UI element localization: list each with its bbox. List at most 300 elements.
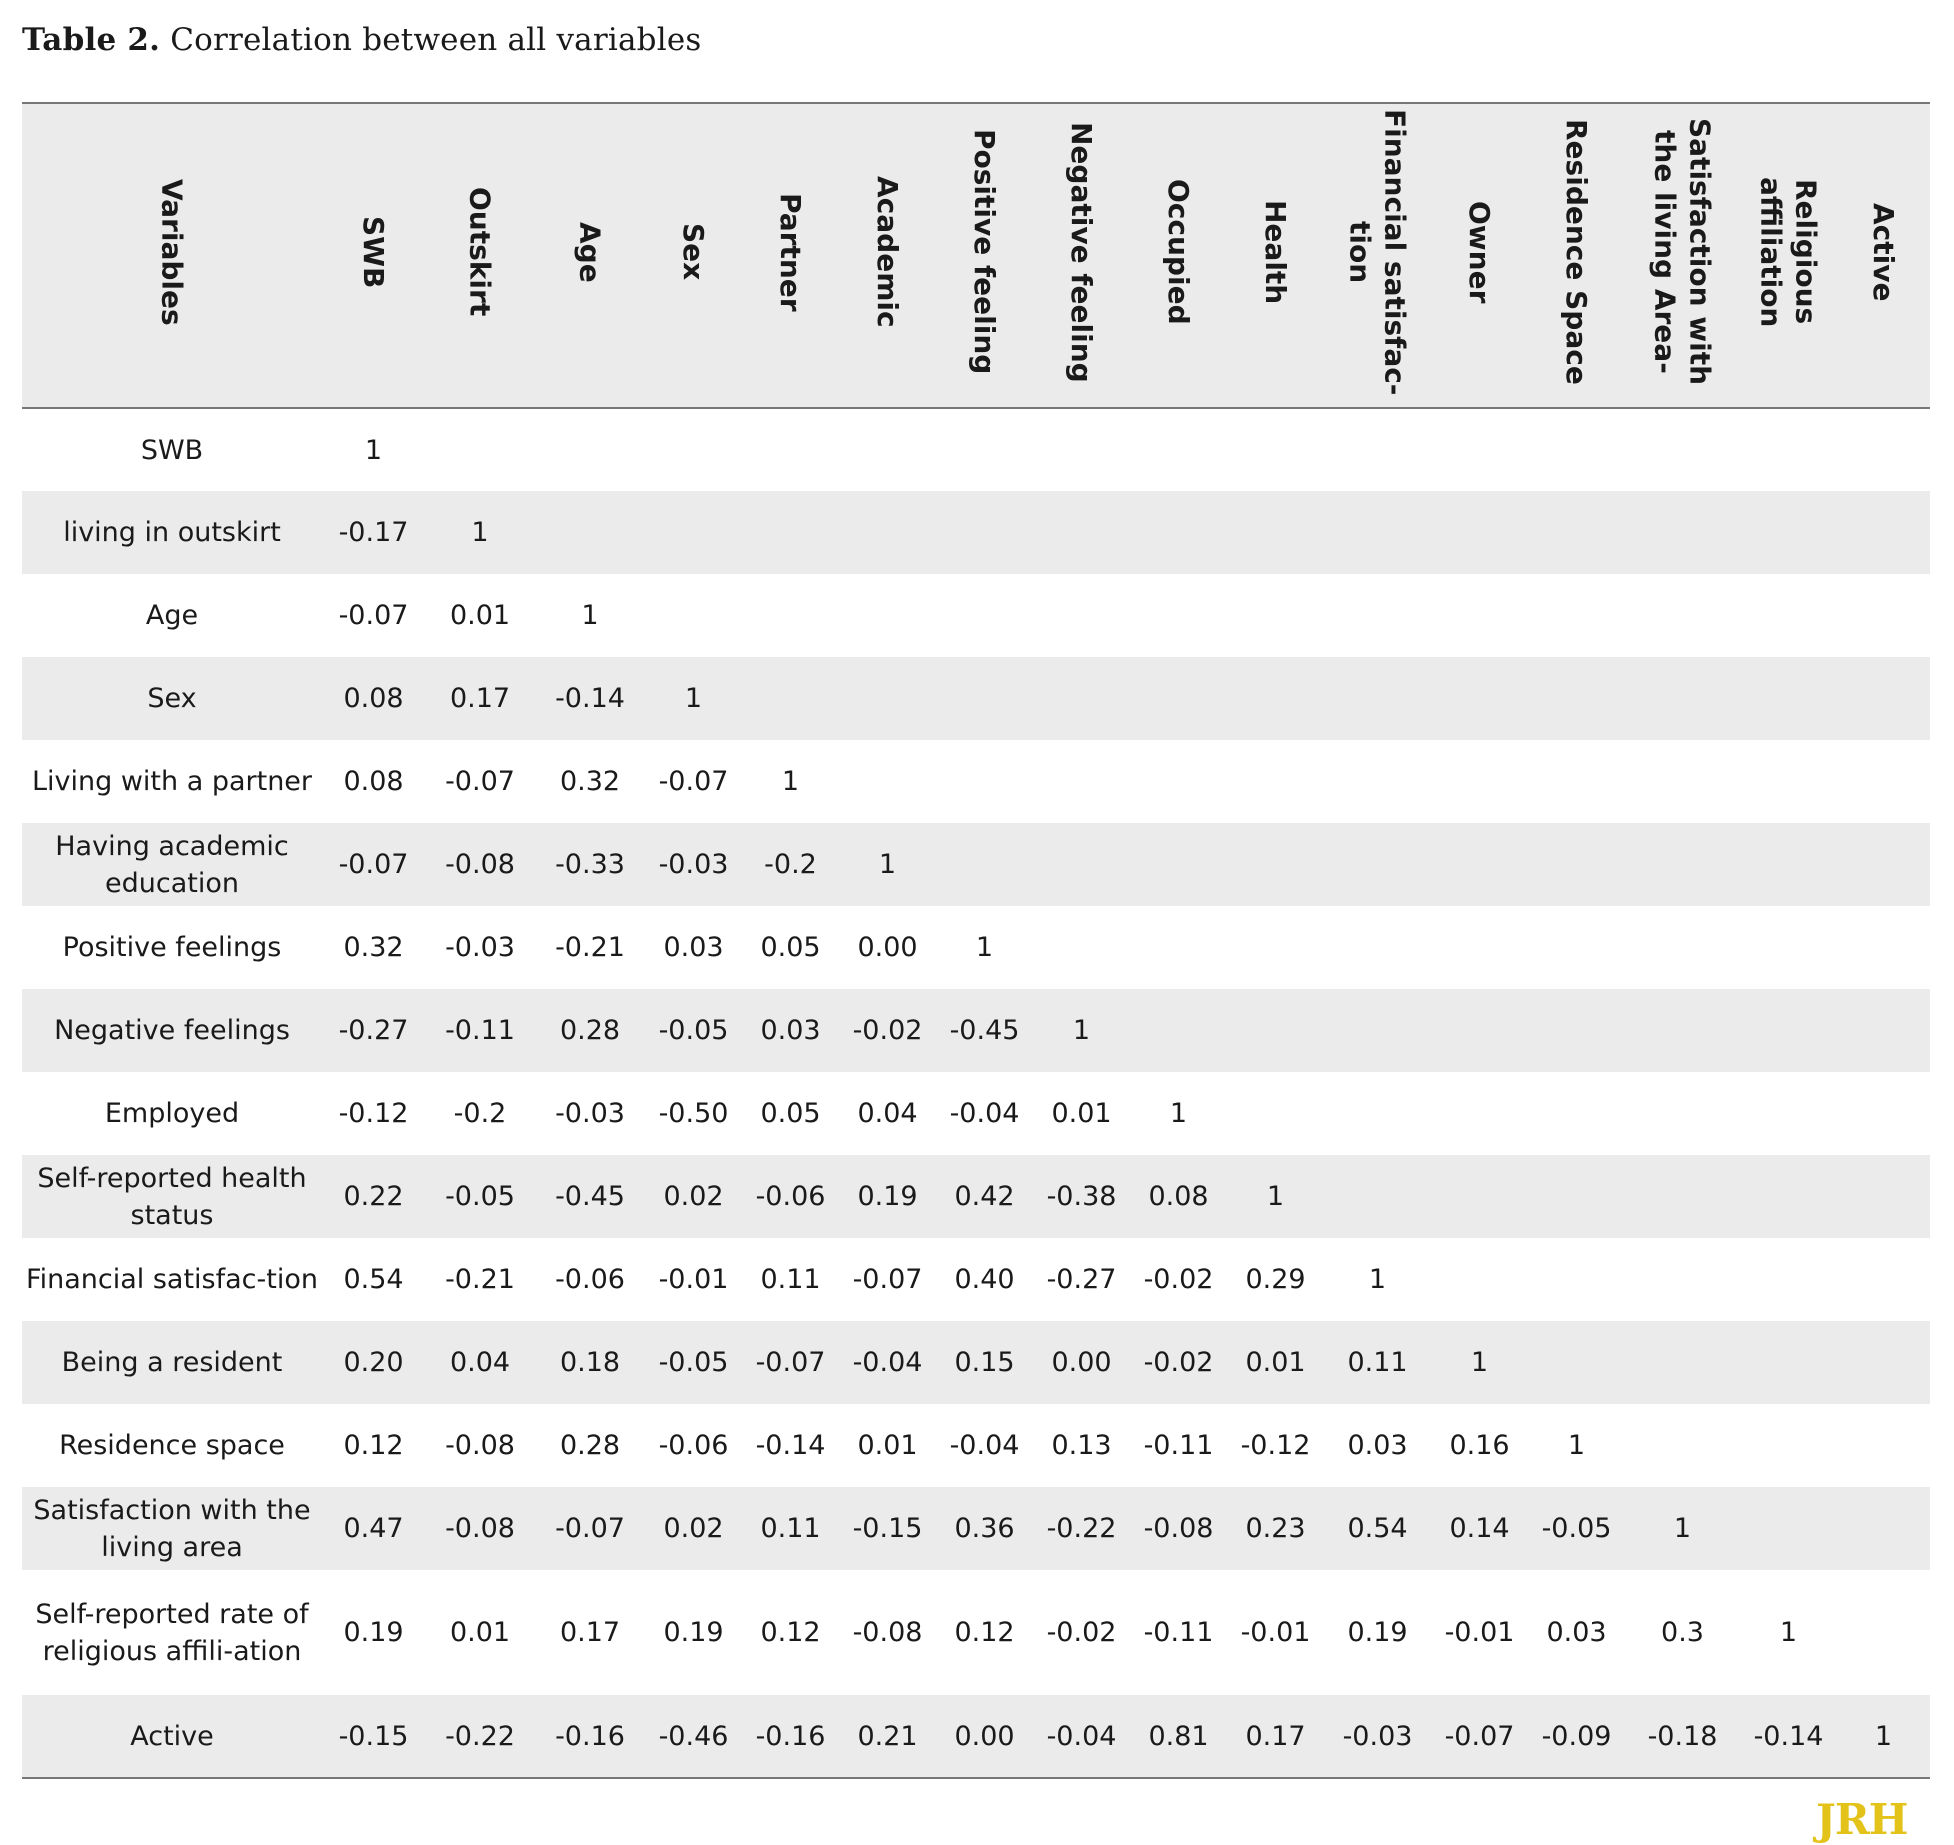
table-row — [22, 574, 1930, 657]
table-cell — [1837, 574, 1930, 657]
header-label: Satisfaction with the living Area- — [1648, 118, 1717, 386]
table-cell — [1431, 823, 1528, 906]
table-cell: -0.17 — [322, 491, 425, 574]
table-cell — [1324, 1072, 1431, 1155]
table-cell — [1740, 1155, 1837, 1238]
header-label: Outskirt — [463, 187, 497, 317]
row-label: Age — [145, 600, 199, 631]
table-cell — [1431, 657, 1528, 740]
table-cell — [1130, 491, 1227, 574]
table-cell — [1033, 574, 1130, 657]
table-cell — [936, 408, 1033, 491]
table-cell: 0.19 — [343, 1617, 404, 1648]
table-cell: -0.38 — [1033, 1155, 1130, 1238]
table-cell: -0.04 — [949, 1098, 1020, 1129]
table-cell — [839, 740, 936, 823]
table-row — [22, 1155, 1930, 1238]
table-cell — [1431, 408, 1528, 491]
table-cell — [1227, 657, 1324, 740]
table-cell: 0.42 — [936, 1155, 1033, 1238]
table-cell: 0.28 — [559, 1430, 621, 1461]
table-cell: 0.19 — [663, 1617, 724, 1648]
table-cell: -0.05 — [645, 1321, 742, 1404]
header-column — [645, 103, 742, 408]
table-row — [22, 1238, 1930, 1321]
table-cell — [1227, 574, 1324, 657]
table-cell — [742, 491, 839, 574]
table-cell: -0.2 — [453, 1098, 507, 1129]
header-variables — [22, 103, 322, 408]
table-cell: 0.54 — [343, 1264, 404, 1295]
table-cell — [1324, 906, 1431, 989]
table-row — [22, 1695, 1930, 1778]
table-cell: -0.16 — [742, 1695, 839, 1778]
table-cell: 0.3 — [1661, 1617, 1704, 1648]
header-label: Occupied — [1162, 179, 1195, 325]
table-cell — [1431, 740, 1528, 823]
table-cell: -0.07 — [322, 823, 425, 906]
table-cell — [1837, 1155, 1930, 1238]
table-cell: 0.00 — [936, 1695, 1033, 1778]
header-label: Variables — [155, 178, 189, 326]
table-cell: -0.05 — [1528, 1487, 1625, 1570]
table-cell: -0.01 — [1444, 1617, 1515, 1648]
table-cell — [1324, 740, 1431, 823]
table-cell: -0.27 — [322, 989, 425, 1072]
table-cell — [1528, 1321, 1625, 1404]
row-label: Employed — [104, 1098, 240, 1129]
table-cell: 0.17 — [1227, 1695, 1324, 1778]
correlation-table — [22, 102, 1930, 1779]
header-label: Active — [1867, 202, 1900, 302]
table-cell: -0.15 — [322, 1695, 425, 1778]
table-cell: 1 — [1368, 1264, 1387, 1295]
table-cell: 0.02 — [645, 1155, 742, 1238]
table-cell — [1130, 408, 1227, 491]
table-cell — [936, 574, 1033, 657]
header-column — [1528, 103, 1625, 408]
table-cell: 0.19 — [839, 1155, 936, 1238]
table-cell: -0.22 — [1033, 1487, 1130, 1570]
jrh-logo: JRH — [1816, 1795, 1908, 1844]
table-cell — [936, 657, 1033, 740]
table-cell: -0.06 — [742, 1155, 839, 1238]
table-cell — [1837, 408, 1930, 491]
table-cell — [425, 408, 535, 491]
table-cell — [1625, 989, 1740, 1072]
row-label: living in outskirt — [22, 491, 322, 574]
table-cell — [839, 657, 936, 740]
table-cell: -0.02 — [839, 989, 936, 1072]
table-cell: 0.11 — [1324, 1321, 1431, 1404]
table-cell — [1528, 408, 1625, 491]
table-cell — [1528, 906, 1625, 989]
table-cell — [1837, 657, 1930, 740]
table-caption-label: Table 2. — [22, 22, 161, 58]
table-cell: 0.01 — [449, 1617, 511, 1648]
table-cell: -0.08 — [425, 823, 535, 906]
table-cell: -0.45 — [936, 989, 1033, 1072]
table-cell — [645, 491, 742, 574]
table-cell: 0.22 — [322, 1155, 425, 1238]
table-cell: -0.07 — [852, 1264, 923, 1295]
table-cell: 1 — [1431, 1321, 1528, 1404]
header-column — [1033, 103, 1130, 408]
table-cell: 1 — [1779, 1617, 1798, 1648]
table-cell: -0.09 — [1528, 1695, 1625, 1778]
table-cell: -0.05 — [645, 989, 742, 1072]
table-cell — [1130, 740, 1227, 823]
table-cell — [535, 491, 645, 574]
table-cell — [1130, 574, 1227, 657]
table-cell — [1324, 408, 1431, 491]
row-label: Positive feelings — [62, 932, 282, 963]
table-cell — [535, 408, 645, 491]
table-cell — [1528, 1072, 1625, 1155]
table-cell: -0.08 — [425, 1487, 535, 1570]
table-cell — [1227, 408, 1324, 491]
table-cell — [1837, 1321, 1930, 1404]
table-row — [22, 1404, 1930, 1487]
table-row — [22, 1321, 1930, 1404]
table-cell — [1837, 989, 1930, 1072]
table-cell — [1837, 1570, 1930, 1695]
table-cell: 0.18 — [535, 1321, 645, 1404]
table-cell: -0.07 — [742, 1321, 839, 1404]
table-cell — [1324, 1155, 1431, 1238]
table-cell — [1740, 823, 1837, 906]
table-cell — [936, 823, 1033, 906]
table-cell — [1740, 1404, 1837, 1487]
table-cell: -0.11 — [425, 989, 535, 1072]
table-cell: 1 — [1567, 1430, 1586, 1461]
header-label: Partner — [774, 192, 807, 312]
table-cell — [839, 574, 936, 657]
header-label: Owner — [1463, 200, 1496, 304]
table-cell: 1 — [1033, 989, 1130, 1072]
table-cell: -0.07 — [535, 1487, 645, 1570]
table-cell: 0.14 — [1431, 1487, 1528, 1570]
table-cell: 0.04 — [425, 1321, 535, 1404]
header-label: Health — [1259, 199, 1292, 305]
table-cell — [1837, 1487, 1930, 1570]
table-cell — [742, 657, 839, 740]
table-cell — [1740, 1487, 1837, 1570]
table-cell — [1130, 906, 1227, 989]
table-cell — [1740, 1321, 1837, 1404]
header-column — [1227, 103, 1324, 408]
table-cell — [1431, 1155, 1528, 1238]
table-cell: -0.22 — [425, 1695, 535, 1778]
table-cell — [1625, 1321, 1740, 1404]
table-cell — [1033, 906, 1130, 989]
table-cell: 0.32 — [559, 766, 621, 797]
table-cell — [936, 740, 1033, 823]
header-column — [1130, 103, 1227, 408]
table-cell — [1227, 906, 1324, 989]
table-cell — [1227, 989, 1324, 1072]
table-cell: -0.07 — [658, 766, 729, 797]
header-column — [936, 103, 1033, 408]
table-cell — [1130, 989, 1227, 1072]
table-cell: -0.18 — [1625, 1695, 1740, 1778]
table-cell: -0.12 — [338, 1098, 409, 1129]
header-label: Age — [573, 221, 607, 283]
table-cell — [1625, 823, 1740, 906]
header-column — [535, 103, 645, 408]
table-row — [22, 740, 1930, 823]
table-cell — [1740, 740, 1837, 823]
table-cell — [1130, 657, 1227, 740]
table-cell: -0.15 — [839, 1487, 936, 1570]
table-caption-text: Correlation between all variables — [170, 22, 702, 58]
table-cell: -0.14 — [755, 1430, 826, 1461]
table-cell: -0.03 — [445, 932, 515, 963]
table-cell: 0.23 — [1227, 1487, 1324, 1570]
table-cell — [1227, 740, 1324, 823]
table-cell — [1740, 1238, 1837, 1321]
table-row — [22, 491, 1930, 574]
table-cell: 0.47 — [322, 1487, 425, 1570]
header-label: Financial satisfac-tion — [1343, 108, 1412, 396]
table-row — [22, 1072, 1930, 1155]
table-cell: 0.03 — [742, 989, 839, 1072]
table-cell: -0.04 — [839, 1321, 936, 1404]
table-cell — [1740, 408, 1837, 491]
table-row — [22, 1570, 1930, 1695]
table-cell: 1 — [839, 823, 936, 906]
table-cell: 0.15 — [936, 1321, 1033, 1404]
row-label: Satisfaction with the living area — [22, 1487, 322, 1570]
table-cell: 0.03 — [663, 932, 724, 963]
table-cell — [1033, 740, 1130, 823]
table-cell — [1625, 906, 1740, 989]
table-cell: -0.46 — [645, 1695, 742, 1778]
table-cell: 0.01 — [1051, 1098, 1112, 1129]
table-cell — [1528, 1238, 1625, 1321]
table-cell — [1324, 491, 1431, 574]
table-cell — [1528, 491, 1625, 574]
table-row — [22, 989, 1930, 1072]
header-column — [742, 103, 839, 408]
row-label: SWB — [140, 434, 204, 466]
table-cell: -0.05 — [425, 1155, 535, 1238]
header-column — [1625, 103, 1740, 408]
table-cell: 0.12 — [343, 1430, 404, 1461]
table-row — [22, 1487, 1930, 1570]
table-cell — [1033, 491, 1130, 574]
table-cell — [1324, 657, 1431, 740]
table-cell — [1740, 657, 1837, 740]
table-cell — [742, 574, 839, 657]
table-cell: 0.05 — [760, 1098, 821, 1129]
table-cell — [1740, 1072, 1837, 1155]
table-cell — [1625, 740, 1740, 823]
table-cell: 0.05 — [760, 932, 821, 963]
table-cell: -0.06 — [555, 1264, 625, 1295]
table-cell: -0.50 — [658, 1098, 729, 1129]
row-label: Sex — [22, 657, 322, 740]
table-cell: 0.08 — [1130, 1155, 1227, 1238]
table-cell — [1740, 906, 1837, 989]
table-cell — [1033, 823, 1130, 906]
table-cell — [1227, 491, 1324, 574]
row-label: Having academic education — [22, 823, 322, 906]
table-cell: 0.03 — [1546, 1617, 1607, 1648]
table-cell — [1431, 1072, 1528, 1155]
table-cell: -0.14 — [1740, 1695, 1837, 1778]
table-row — [22, 657, 1930, 740]
table-cell — [1837, 1238, 1930, 1321]
table-cell — [1431, 989, 1528, 1072]
table-cell — [1227, 823, 1324, 906]
table-cell: 0.40 — [954, 1264, 1015, 1295]
table-cell: -0.04 — [949, 1430, 1020, 1461]
table-cell: 1 — [581, 600, 599, 631]
table-cell — [1837, 1404, 1930, 1487]
header-column — [1431, 103, 1528, 408]
table-cell — [1528, 657, 1625, 740]
table-cell — [1324, 823, 1431, 906]
table-cell: 1 — [781, 766, 800, 797]
table-cell: 0.08 — [322, 657, 425, 740]
row-label: Active — [22, 1695, 322, 1778]
table-cell: -0.08 — [1130, 1487, 1227, 1570]
table-cell: 0.11 — [742, 1487, 839, 1570]
table-cell — [1625, 1155, 1740, 1238]
row-label: Being a resident — [22, 1321, 322, 1404]
header-label: Residence Space — [1560, 119, 1593, 385]
row-label: Living with a partner — [31, 766, 313, 797]
table-header-row — [22, 103, 1930, 408]
table-cell — [1740, 989, 1837, 1072]
table-cell — [1324, 574, 1431, 657]
table-cell: 0.28 — [535, 989, 645, 1072]
table-caption — [22, 22, 702, 58]
table-cell: 0.17 — [559, 1617, 621, 1648]
table-cell — [1528, 823, 1625, 906]
table-cell: 0.19 — [1347, 1617, 1408, 1648]
table-cell: 0.17 — [425, 657, 535, 740]
table-cell: -0.12 — [1240, 1430, 1311, 1461]
row-label: Self-reported rate of religious affili-ation — [35, 1598, 309, 1667]
table-cell: -0.06 — [658, 1430, 729, 1461]
table-cell — [1130, 823, 1227, 906]
table-cell: 1 — [425, 491, 535, 574]
table-cell: -0.03 — [555, 1098, 625, 1129]
table-cell: -0.02 — [1143, 1264, 1214, 1295]
table-cell: 1 — [1227, 1155, 1324, 1238]
table-cell — [645, 574, 742, 657]
table-cell: 0.01 — [449, 600, 511, 631]
table-cell: -0.2 — [742, 823, 839, 906]
table-cell — [1837, 740, 1930, 823]
header-column — [1740, 103, 1837, 408]
table-cell: -0.08 — [445, 1430, 515, 1461]
table-cell: 1 — [1837, 1695, 1930, 1778]
header-label: Negative feeling — [1065, 121, 1098, 383]
table-cell: -0.07 — [1431, 1695, 1528, 1778]
table-cell: 0.21 — [839, 1695, 936, 1778]
table-cell — [1837, 823, 1930, 906]
table-cell: 0.04 — [857, 1098, 918, 1129]
table-cell: 0.08 — [343, 766, 404, 797]
table-cell — [1837, 491, 1930, 574]
table-cell — [839, 408, 936, 491]
table-cell — [1625, 1404, 1740, 1487]
header-column — [425, 103, 535, 408]
table-cell: 0.29 — [1245, 1264, 1306, 1295]
table-cell: -0.08 — [852, 1617, 923, 1648]
table-cell: -0.21 — [555, 932, 625, 963]
table-cell: -0.45 — [535, 1155, 645, 1238]
table-cell: 1 — [1625, 1487, 1740, 1570]
row-label: Financial satisfac-tion — [26, 1264, 318, 1295]
table-cell: -0.33 — [535, 823, 645, 906]
table-cell — [1837, 1072, 1930, 1155]
table-cell: -0.02 — [1046, 1617, 1117, 1648]
header-column — [1324, 103, 1431, 408]
table-cell: -0.02 — [1130, 1321, 1227, 1404]
table-cell — [1740, 574, 1837, 657]
table-cell: -0.11 — [1143, 1430, 1214, 1461]
table-cell: 0.03 — [1347, 1430, 1408, 1461]
row-label: Self-reported health status — [22, 1155, 322, 1238]
header-label: Sex — [677, 223, 710, 281]
table-cell — [1625, 1238, 1740, 1321]
table-cell: 1 — [645, 657, 742, 740]
table-cell — [1324, 989, 1431, 1072]
table-cell — [1227, 1072, 1324, 1155]
table-cell: 1 — [975, 932, 994, 963]
table-cell — [1431, 1238, 1528, 1321]
table-cell — [1625, 1072, 1740, 1155]
table-cell — [1625, 408, 1740, 491]
table-cell: -0.16 — [535, 1695, 645, 1778]
table-row — [22, 408, 1930, 491]
table-cell: 0.36 — [936, 1487, 1033, 1570]
table-cell: -0.07 — [445, 766, 515, 797]
table-cell: 0.81 — [1130, 1695, 1227, 1778]
table-cell: -0.03 — [645, 823, 742, 906]
table-cell — [1431, 574, 1528, 657]
table-cell: 0.32 — [343, 932, 404, 963]
row-label: Residence space — [59, 1430, 285, 1461]
table-cell — [1740, 491, 1837, 574]
table-cell: 0.12 — [760, 1617, 821, 1648]
table-cell — [1033, 408, 1130, 491]
header-column — [1837, 103, 1930, 408]
table-cell: 0.00 — [1033, 1321, 1130, 1404]
table-cell — [936, 491, 1033, 574]
table-cell — [1033, 657, 1130, 740]
row-label: Negative feelings — [22, 989, 322, 1072]
table-cell: -0.27 — [1046, 1264, 1117, 1295]
table-cell: 0.02 — [645, 1487, 742, 1570]
table-cell — [1528, 574, 1625, 657]
table-cell — [1528, 989, 1625, 1072]
table-cell: 0.54 — [1324, 1487, 1431, 1570]
table-cell: -0.14 — [535, 657, 645, 740]
table-cell — [839, 491, 936, 574]
table-cell: 0.11 — [760, 1264, 821, 1295]
header-label: Academic — [871, 176, 904, 328]
table-body — [22, 408, 1930, 1778]
header-label: Positive feeling — [968, 129, 1001, 375]
table-cell — [1528, 1155, 1625, 1238]
table-cell: -0.01 — [658, 1264, 729, 1295]
table-cell — [1625, 491, 1740, 574]
